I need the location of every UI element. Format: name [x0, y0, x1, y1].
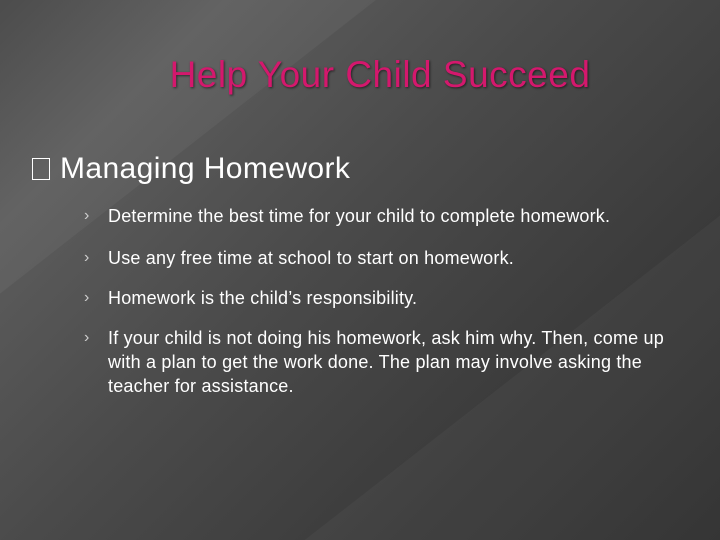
chevron-bullet-icon: ›: [84, 329, 90, 346]
chevron-bullet-icon: ›: [84, 289, 90, 306]
square-bullet-icon: [32, 158, 50, 180]
heading-text: Managing Homework: [60, 152, 351, 185]
bullet-item: [84, 286, 684, 310]
chevron-bullet-icon: ›: [84, 249, 90, 266]
bullet-item: [84, 246, 684, 270]
chevron-bullet-icon: ›: [84, 207, 90, 224]
bullet-item: [84, 204, 684, 228]
bullet-level1: [32, 152, 350, 186]
bullet-text: Use any free time at school to start on homework.: [108, 248, 514, 268]
bullet-text: If your child is not doing his homework, ask him why. Then, come up with a plan to get the work done. The plan may involve asking the teacher for assistance.: [108, 328, 664, 396]
bullet-item: [84, 326, 684, 398]
bullet-text: Homework is the child’s responsibility.: [108, 288, 418, 308]
bullet-text: Determine the best time for your child to complete homework.: [108, 206, 611, 226]
slide-title: Help Your Child Succeed: [169, 54, 591, 95]
